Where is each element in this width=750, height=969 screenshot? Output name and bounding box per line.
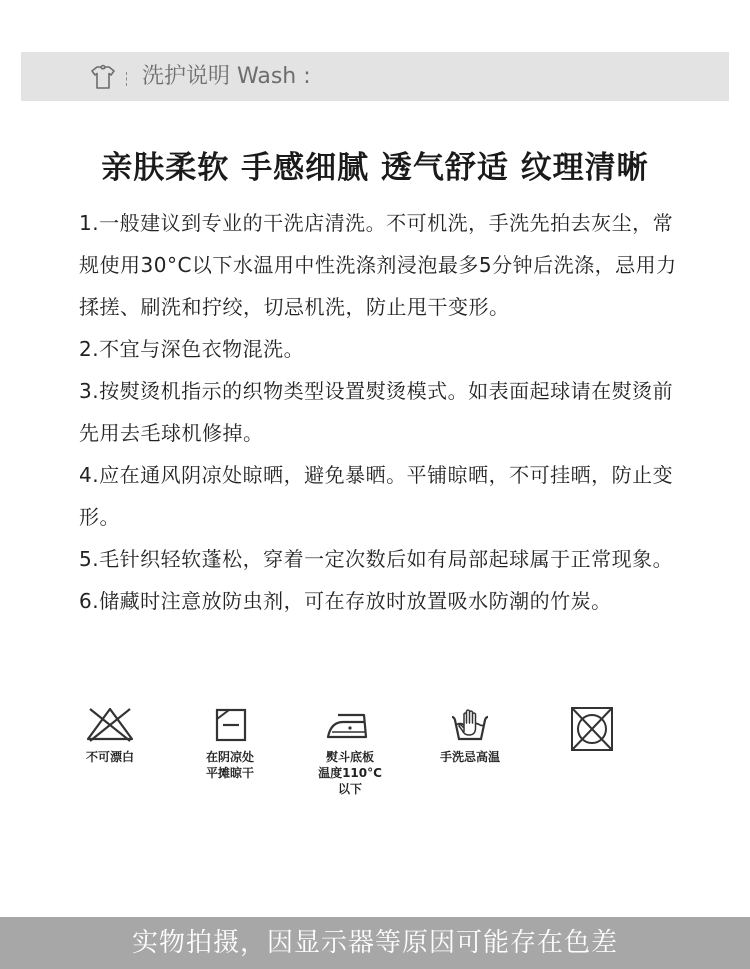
care-symbols [0, 705, 750, 815]
care-symbol-iron [295, 705, 405, 797]
care-label: 手洗忌高温 [439, 750, 500, 764]
care-instructions [79, 202, 679, 622]
instruction-4: 4.应在通风阴凉处晾晒，避免暴晒。平铺晾晒，不可挂晒，防止变形。 [79, 463, 674, 529]
care-symbol-dry-flat-shade [175, 705, 285, 781]
section-title: 洗护说明 Wash : [142, 64, 311, 89]
care-symbol-no-bleach [55, 705, 165, 765]
hand-wash-icon [442, 705, 498, 745]
header-separator [126, 72, 128, 86]
instruction-2: 2.不宜与深色衣物混洗。 [79, 337, 305, 361]
care-label: 在阴凉处 平摊晾干 [205, 750, 254, 780]
headline: 亲肤柔软 手感细腻 透气舒适 纹理清晰 [101, 150, 649, 186]
shirt-icon [88, 62, 118, 92]
care-label: 熨斗底板 温度110°C 以下 [318, 750, 382, 796]
care-symbol-hand-wash [415, 705, 525, 765]
no-tumble-dry-icon [564, 705, 620, 753]
instruction-3: 3.按熨烫机指示的织物类型设置熨烫模式。如表面起球请在熨烫前先用去毛球机修掉。 [79, 379, 674, 445]
instruction-5: 5.毛针织轻软蓬松，穿着一定次数后如有局部起球属于正常现象。 [79, 547, 674, 571]
instruction-6: 6.储藏时注意放防虫剂，可在存放时放置吸水防潮的竹炭。 [79, 589, 612, 613]
iron-icon [322, 705, 378, 745]
dry-flat-shade-icon [202, 705, 258, 745]
care-symbol-no-tumble-dry [537, 705, 647, 757]
instruction-1: 1.一般建议到专业的干洗店清洗。不可机洗，手洗先拍去灰尘，常规使用30°C以下水温用中性洗涤剂浸泡最多5分钟后洗涤，忌用力揉搓、刷洗和拧绞，切忌机洗，防止甩干变形。 [79, 211, 677, 319]
care-label: 不可漂白 [85, 750, 134, 764]
color-disclaimer: 实物拍摄，因显示器等原因可能存在色差 [131, 928, 618, 958]
no-bleach-icon [82, 705, 138, 745]
